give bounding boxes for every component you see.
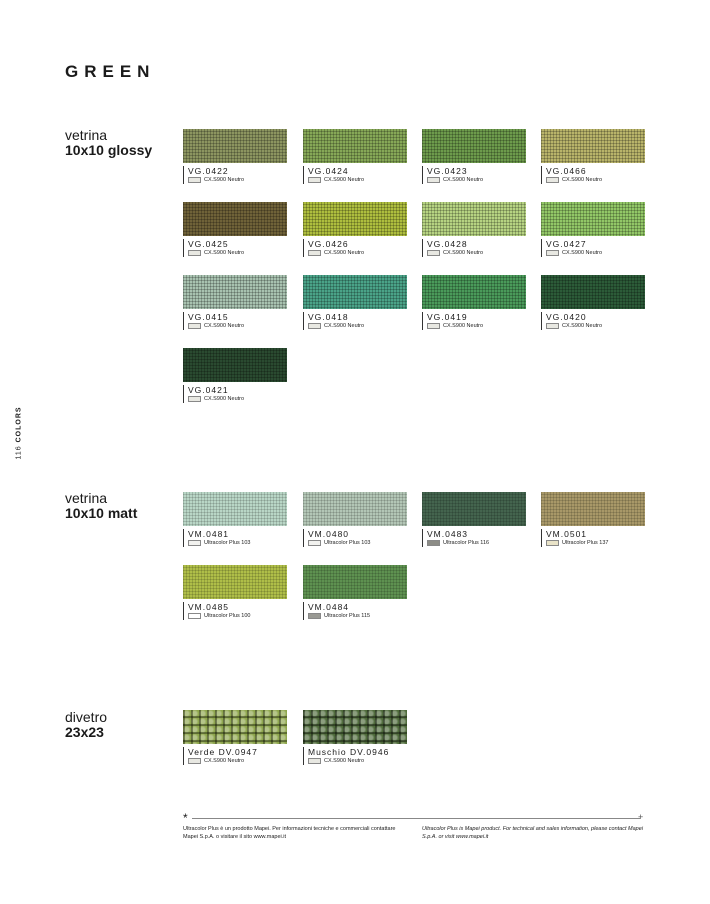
grout-label: Ultracolor Plus 103 [204, 540, 251, 546]
tile-code: VG.0420 [546, 312, 587, 322]
tile-swatch [183, 202, 287, 236]
tile-code: VM.0485 [188, 602, 230, 612]
section-title-line1: vetrina [65, 490, 108, 506]
grout-color-chip [308, 250, 321, 256]
tile-swatch [422, 202, 526, 236]
tile-swatch [303, 565, 407, 599]
tile-caption [183, 312, 287, 330]
grout-color-chip [427, 250, 440, 256]
color-tile [303, 129, 407, 184]
grout-color-chip [188, 250, 201, 256]
grout-color-chip [427, 177, 440, 183]
tile-code: VG.0428 [427, 239, 468, 249]
tile-grout [546, 176, 645, 184]
tile-swatch [422, 492, 526, 526]
tile-code: VG.0466 [546, 166, 587, 176]
section-title-glossy [65, 128, 152, 158]
grout-label: CX.S900 Neutro [204, 396, 245, 402]
section-title-divetro [65, 710, 107, 740]
color-tile [303, 202, 407, 257]
tile-code: VG.0422 [188, 166, 229, 176]
grout-label: CX.S900 Neutro [562, 323, 603, 329]
tile-caption [541, 166, 645, 184]
color-tile [422, 275, 526, 330]
tile-caption [541, 529, 645, 547]
tile-caption [183, 166, 287, 184]
color-tile [541, 275, 645, 330]
color-tile [422, 492, 526, 547]
color-tile [303, 565, 407, 620]
page-side-label [12, 406, 26, 463]
grout-label: CX.S900 Neutro [562, 177, 603, 183]
tile-code: VG.0427 [546, 239, 587, 249]
tile-grout [427, 249, 526, 257]
grout-label: CX.S900 Neutro [204, 758, 245, 764]
tile-caption [303, 166, 407, 184]
color-tile [183, 565, 287, 620]
tile-caption [183, 239, 287, 257]
grout-label: Ultracolor Plus 100 [204, 613, 251, 619]
tile-swatch [303, 202, 407, 236]
section-title-matt [65, 491, 137, 521]
section-label: COLORS [15, 406, 23, 443]
grout-color-chip [546, 323, 559, 329]
tile-caption [422, 529, 526, 547]
section-title-line1: divetro [65, 709, 108, 725]
grout-color-chip [308, 613, 321, 619]
grout-color-chip [188, 758, 201, 764]
grout-label: CX.S900 Neutro [324, 177, 365, 183]
tile-grout [546, 322, 645, 330]
footer-note-italian: Ultracolor Plus è un prodotto Mapei. Per informazioni tecniche e commerciali contattare Mapei S.p.A. o visitare il sito www.mapei.it [183, 826, 396, 840]
color-tile [183, 275, 287, 330]
color-tile [183, 348, 287, 403]
color-tile [541, 202, 645, 257]
tile-swatch [303, 492, 407, 526]
tile-grout [546, 249, 645, 257]
footer-note-english: Ultracolor Plus is Mapei product. For technical and sales information, please contact Mapei S.p.A. or visit www.mapei.it [422, 826, 644, 840]
tile-grout [427, 176, 526, 184]
tile-swatch [183, 565, 287, 599]
tile-swatch [541, 202, 645, 236]
tile-caption [422, 166, 526, 184]
tile-grout [308, 249, 407, 257]
color-tile [183, 492, 287, 547]
grout-label: CX.S900 Neutro [204, 250, 245, 256]
grout-color-chip [188, 396, 201, 402]
section-title-line2: 10x10 glossy [65, 142, 153, 158]
tile-caption [183, 602, 287, 620]
section-title-line1: vetrina [65, 127, 108, 143]
tile-caption [303, 602, 407, 620]
grout-label: CX.S900 Neutro [443, 250, 484, 256]
tile-code: VG.0415 [188, 312, 229, 322]
tile-caption [303, 747, 407, 765]
grout-label: CX.S900 Neutro [324, 250, 365, 256]
tile-code: VG.0425 [188, 239, 229, 249]
tile-caption [183, 747, 287, 765]
tile-code: VM.0483 [427, 529, 469, 539]
tile-swatch [183, 129, 287, 163]
color-tile [303, 275, 407, 330]
grout-color-chip [546, 540, 559, 546]
grout-label: CX.S900 Neutro [443, 323, 484, 329]
tile-code: VG.0424 [308, 166, 349, 176]
tile-swatch [183, 348, 287, 382]
grout-color-chip [308, 323, 321, 329]
grout-label: Ultracolor Plus 115 [324, 613, 371, 619]
section-title-line2: 10x10 matt [65, 505, 138, 521]
tile-caption [303, 312, 407, 330]
grout-label: Ultracolor Plus 116 [443, 540, 490, 546]
grout-label: CX.S900 Neutro [204, 177, 245, 183]
tile-grout [427, 322, 526, 330]
tile-code: VM.0484 [308, 602, 350, 612]
tile-code: VG.0418 [308, 312, 349, 322]
tile-grout [308, 612, 407, 620]
grout-color-chip [427, 323, 440, 329]
tile-grout [188, 612, 287, 620]
footnote-star: * [183, 811, 188, 825]
tile-grout [546, 539, 645, 547]
footer-plus-mark: + [638, 812, 644, 822]
tile-code: VM.0480 [308, 529, 350, 539]
color-tile [541, 129, 645, 184]
grout-color-chip [188, 540, 201, 546]
tile-swatch [183, 492, 287, 526]
page-title: GREEN [65, 62, 156, 81]
grout-color-chip [188, 177, 201, 183]
grout-label: Ultracolor Plus 103 [324, 540, 371, 546]
grout-label: CX.S900 Neutro [443, 177, 484, 183]
grout-color-chip [308, 540, 321, 546]
tile-grout [188, 249, 287, 257]
tile-code: VM.0481 [188, 529, 230, 539]
tile-grout [188, 757, 287, 765]
tile-code: VG.0419 [427, 312, 468, 322]
grout-color-chip [427, 540, 440, 546]
tile-grout [188, 322, 287, 330]
tile-swatch [541, 129, 645, 163]
tile-code: VM.0501 [546, 529, 588, 539]
footer-divider [192, 818, 640, 819]
grout-color-chip [188, 323, 201, 329]
tile-swatch [303, 710, 407, 744]
tile-swatch [422, 275, 526, 309]
tile-swatch [183, 710, 287, 744]
tile-grout [427, 539, 526, 547]
grout-label: CX.S900 Neutro [562, 250, 603, 256]
grout-label: CX.S900 Neutro [204, 323, 245, 329]
tile-caption [422, 239, 526, 257]
tile-code: Verde DV.0947 [188, 747, 258, 757]
tile-caption [183, 529, 287, 547]
tile-code: VG.0423 [427, 166, 468, 176]
tile-swatch [541, 492, 645, 526]
tile-swatch [303, 129, 407, 163]
tile-caption [422, 312, 526, 330]
color-tile [422, 129, 526, 184]
grout-color-chip [188, 613, 201, 619]
color-tile [422, 202, 526, 257]
grout-label: Ultracolor Plus 137 [562, 540, 609, 546]
tile-grout [308, 757, 407, 765]
tile-grout [308, 322, 407, 330]
color-tile [303, 710, 407, 765]
tile-swatch [541, 275, 645, 309]
tile-caption [183, 385, 287, 403]
color-tile [183, 710, 287, 765]
tile-grout [188, 176, 287, 184]
tile-grout [188, 539, 287, 547]
grout-label: CX.S900 Neutro [324, 323, 365, 329]
section-title-line2: 23x23 [65, 724, 104, 740]
tile-swatch [183, 275, 287, 309]
tile-grout [308, 539, 407, 547]
grout-color-chip [308, 758, 321, 764]
page-number: 116 [15, 445, 23, 460]
tile-code: Muschio DV.0946 [308, 747, 390, 757]
grout-color-chip [546, 177, 559, 183]
color-tile [541, 492, 645, 547]
tile-grout [308, 176, 407, 184]
tile-caption [541, 312, 645, 330]
tile-swatch [303, 275, 407, 309]
color-tile [303, 492, 407, 547]
grout-color-chip [308, 177, 321, 183]
grout-label: CX.S900 Neutro [324, 758, 365, 764]
color-tile [183, 202, 287, 257]
tile-swatch [422, 129, 526, 163]
tile-grout [188, 395, 287, 403]
color-tile [183, 129, 287, 184]
tile-caption [541, 239, 645, 257]
tile-caption [303, 239, 407, 257]
tile-code: VG.0426 [308, 239, 349, 249]
tile-code: VG.0421 [188, 385, 229, 395]
tile-caption [303, 529, 407, 547]
grout-color-chip [546, 250, 559, 256]
